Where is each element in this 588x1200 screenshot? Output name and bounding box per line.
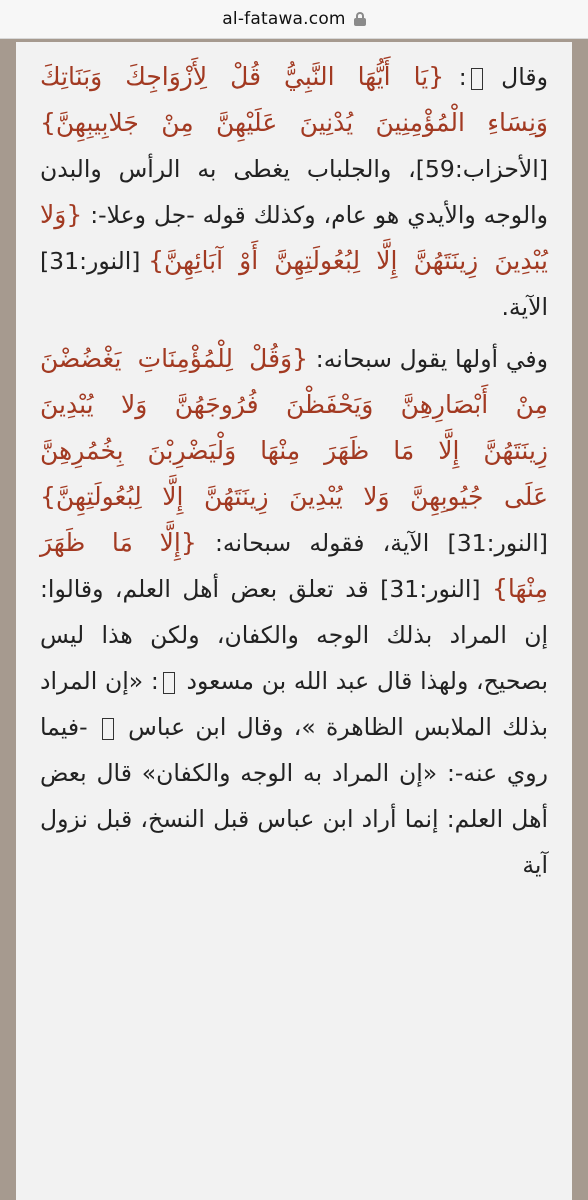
text: : «إن المراد بذلك الملابس الظاهرة »، وقال ابن عباس bbox=[40, 667, 548, 741]
quran-verse: {يَا أَيُّهَا النَّبِيُّ قُلْ لِأَزْوَاجِكَ وَبَنَاتِكَ وَنِسَاءِ الْمُؤْمِنِينَ يُدْنِينَ عَلَيْهِنَّ مِنْ جَلابِيبِهِنَّ} bbox=[40, 62, 548, 137]
honorific-symbol-icon bbox=[102, 718, 114, 740]
lock-icon bbox=[354, 12, 366, 26]
browser-address-bar[interactable] bbox=[0, 0, 588, 39]
text: [النور:31] الآية، فقوله سبحانه: bbox=[215, 529, 548, 557]
text: وفي أولها يقول سبحانه: bbox=[315, 345, 548, 373]
text: [النور:31] قد تعلق بعض أهل العلم، وقالوا: إن المراد بذلك الوجه والكفان، ولكن هذا ليس بصحيح، ولهذا قال عبد الله بن مسعود bbox=[40, 575, 548, 695]
honorific-symbol-icon bbox=[471, 68, 483, 90]
article-content bbox=[16, 42, 572, 1200]
quran-verse: {إِلَّا مَا ظَهَرَ مِنْهَا} bbox=[40, 528, 548, 603]
text: : bbox=[458, 63, 467, 91]
text: [النور:31] الآية. bbox=[40, 247, 548, 321]
text: [الأحزاب:59]، والجلباب يغطى به الرأس والبدن والوجه والأيدي هو عام، وكذلك قوله -جل وعلا-: bbox=[40, 155, 548, 229]
text: وقال bbox=[501, 63, 548, 91]
url-text: al-fatawa.com bbox=[222, 9, 346, 29]
paragraph-2 bbox=[40, 336, 548, 888]
honorific-symbol-icon bbox=[163, 672, 175, 694]
text: -فيما روي عنه-: «إن المراد به الوجه والكفان» قال بعض أهل العلم: إنما أراد ابن عباس قبل النسخ، قبل نزول آية bbox=[40, 713, 548, 879]
quran-verse: {وَقُلْ لِلْمُؤْمِنَاتِ يَغْضُضْنَ مِنْ أَبْصَارِهِنَّ وَيَحْفَظْنَ فُرُوجَهُنَّ وَلا يُبْدِينَ زِينَتَهُنَّ إِلَّا مَا ظَهَرَ مِنْهَا وَلْيَضْرِبْنَ بِخُمُرِهِنَّ عَلَى جُيُوبِهِنَّ وَلا يُبْدِينَ زِينَتَهُنَّ إِلَّا لِبُعُولَتِهِنَّ} bbox=[40, 344, 548, 511]
url-display[interactable] bbox=[222, 9, 365, 29]
article-text bbox=[16, 42, 572, 888]
quran-verse: {وَلا يُبْدِينَ زِينَتَهُنَّ إِلَّا لِبُعُولَتِهِنَّ أَوْ آبَائِهِنَّ} bbox=[40, 200, 548, 275]
paragraph-1 bbox=[40, 54, 548, 330]
